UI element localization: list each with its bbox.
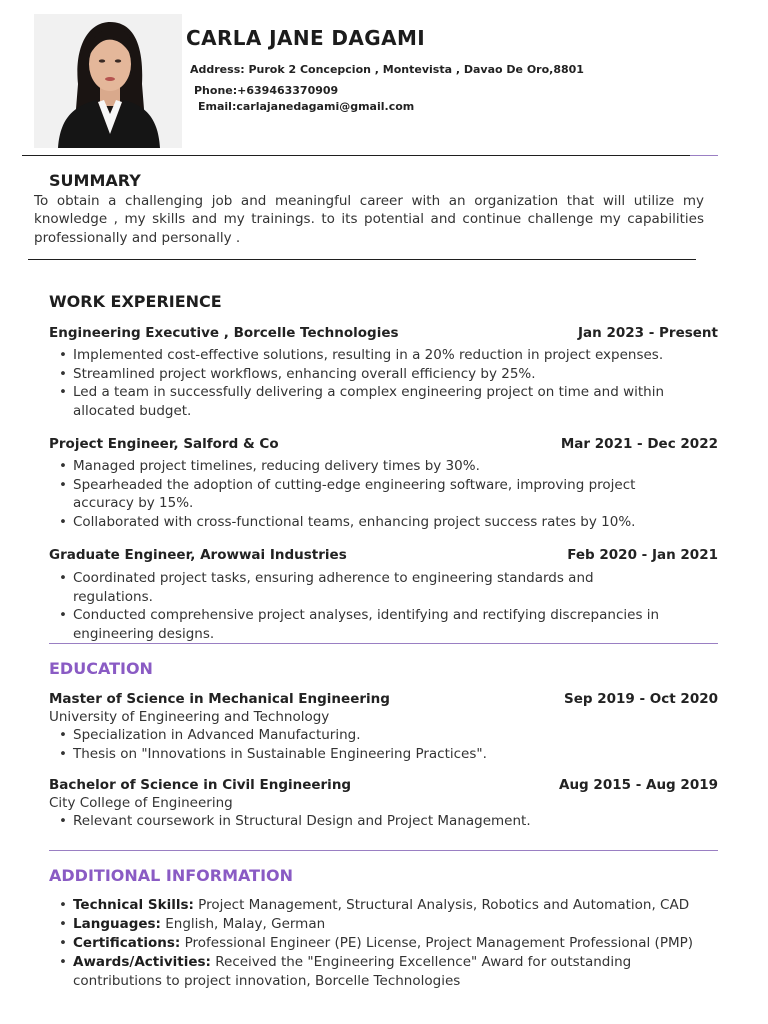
degree-dates: Sep 2019 - Oct 2020	[563, 691, 718, 707]
job-dates: Mar 2021 - Dec 2022	[560, 436, 718, 452]
list-item: • Specialization in Advanced Manufacturing.	[73, 726, 673, 745]
work-divider	[49, 643, 718, 644]
list-item: • Thesis on "Innovations in Sustainable Engineering Practices".	[73, 745, 673, 764]
degree-header	[49, 777, 718, 793]
header-divider	[22, 155, 690, 156]
education-heading: EDUCATION	[49, 659, 153, 678]
list-item: • Coordinated project tasks, ensuring adherence to engineering standards and regulations.	[73, 569, 673, 606]
job-bullets	[73, 346, 673, 420]
item-label: Technical Skills:	[73, 897, 194, 913]
summary-text: To obtain a challenging job and meaningful career with an organization that will utilize my knowledge , my skills and my trainings. to its potential and continue challenge my capabilities professionally and personally .	[34, 193, 704, 246]
list-item: • Led a team in successfully delivering a complex engineering project on time and within allocated budget.	[73, 383, 673, 420]
list-item: • Conducted comprehensive project analyses, identifying and rectifying discrepancies in engineering designs.	[73, 606, 673, 643]
item-text: Project Management, Structural Analysis, Robotics and Automation, CAD	[193, 897, 690, 913]
address-line: Address: Purok 2 Concepcion , Montevista , Davao De Oro,8801	[190, 63, 584, 76]
additional-information-heading: ADDITIONAL INFORMATION	[49, 866, 294, 885]
job-header	[49, 547, 718, 563]
degree-bullets	[73, 726, 673, 763]
list-item: • Collaborated with cross-functional teams, enhancing project success rates by 10%.	[73, 513, 653, 532]
list-item	[73, 915, 713, 934]
job-title: Engineering Executive , Borcelle Technologies	[49, 325, 399, 341]
item-text: Received the "Engineering Excellence" Award for outstanding contributions to project innovation, Borcelle Technologies	[73, 954, 632, 989]
work-experience-heading: WORK EXPERIENCE	[49, 292, 222, 311]
education-divider	[49, 850, 718, 851]
profile-photo	[34, 14, 182, 148]
item-label: Certifications:	[73, 935, 181, 951]
email-line: Email:carlajanedagami@gmail.com	[198, 100, 415, 113]
school-name: City College of Engineering	[49, 795, 233, 811]
summary-divider	[28, 259, 696, 260]
phone-line: Phone:+639463370909	[194, 84, 339, 97]
list-item: • Spearheaded the adoption of cutting-edge engineering software, improving project accuracy by 15%.	[73, 476, 653, 513]
list-item: • Relevant coursework in Structural Design and Project Management.	[73, 812, 673, 831]
list-item: • Implemented cost-effective solutions, resulting in a 20% reduction in project expenses.	[73, 346, 673, 365]
job-dates: Jan 2023 - Present	[578, 325, 718, 341]
item-label: Languages:	[73, 916, 161, 932]
additional-info-list	[73, 896, 713, 991]
list-item	[73, 953, 713, 991]
item-text: English, Malay, German	[160, 916, 326, 932]
list-item: • Streamlined project workflows, enhancing overall efficiency by 25%.	[73, 365, 673, 384]
list-item	[73, 934, 713, 953]
degree-dates: Aug 2015 - Aug 2019	[559, 777, 718, 793]
job-dates: Feb 2020 - Jan 2021	[567, 547, 718, 563]
applicant-name: CARLA JANE DAGAMI	[186, 26, 426, 50]
degree-header	[49, 691, 718, 707]
header-divider-accent	[690, 155, 718, 156]
job-bullets	[73, 569, 673, 643]
job-header	[49, 436, 718, 452]
job-bullets	[73, 457, 653, 531]
item-text: Professional Engineer (PE) License, Project Management Professional (PMP)	[180, 935, 694, 951]
job-title: Project Engineer, Salford & Co	[49, 436, 279, 452]
list-item	[73, 896, 713, 915]
item-label: Awards/Activities:	[73, 954, 211, 970]
list-item: • Managed project timelines, reducing delivery times by 30%.	[73, 457, 653, 476]
job-header	[49, 325, 718, 341]
summary-heading: SUMMARY	[49, 171, 141, 190]
degree-title: Bachelor of Science in Civil Engineering	[49, 777, 352, 793]
degree-bullets	[73, 812, 673, 831]
school-name: University of Engineering and Technology	[49, 709, 330, 725]
job-title: Graduate Engineer, Arowwai Industries	[49, 547, 347, 563]
degree-title: Master of Science in Mechanical Engineering	[49, 691, 390, 707]
